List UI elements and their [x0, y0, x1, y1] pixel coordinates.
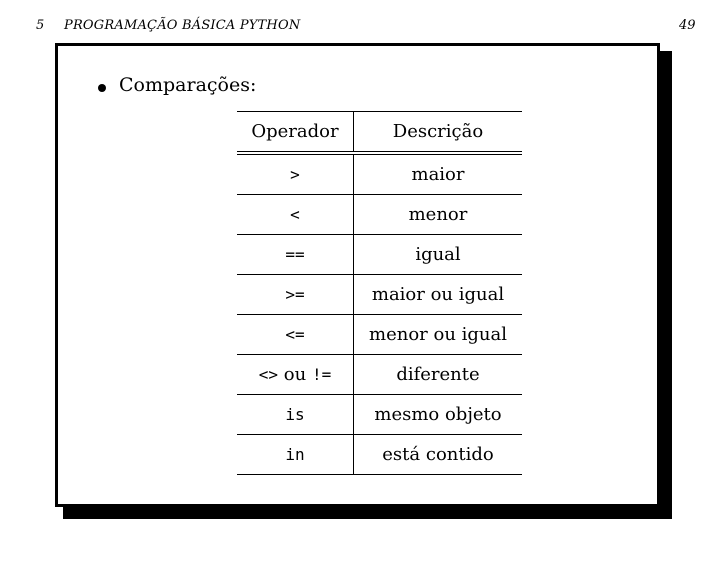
- operator-cell: in: [237, 435, 354, 475]
- description-cell: menor ou igual: [354, 315, 523, 355]
- operator-cell: is: [237, 395, 354, 435]
- description-cell: maior: [354, 153, 523, 195]
- operator-cell: <=: [237, 315, 354, 355]
- operator-cell: [237, 355, 354, 395]
- table-row: [237, 235, 522, 275]
- section-number: 5: [36, 18, 45, 33]
- page-number: 49: [679, 18, 696, 33]
- description-cell: menor: [354, 195, 523, 235]
- description-cell: está contido: [354, 435, 523, 475]
- table-row: [237, 275, 522, 315]
- operator-join: ou: [283, 364, 307, 385]
- column-header-operator: Operador: [237, 112, 354, 154]
- running-header: [0, 18, 728, 38]
- column-header-description: Descrição: [354, 112, 523, 154]
- table-row: [237, 315, 522, 355]
- description-cell: mesmo objeto: [354, 395, 523, 435]
- operator-b: !=: [311, 365, 332, 384]
- table-row: [237, 355, 522, 395]
- table-row: [237, 153, 522, 195]
- operator-cell: >: [237, 153, 354, 195]
- description-cell: diferente: [354, 355, 523, 395]
- table-row: [237, 195, 522, 235]
- table-row: [237, 395, 522, 435]
- operator-a: <>: [258, 365, 279, 384]
- table-header-row: [237, 112, 522, 154]
- bullet-text: Comparações:: [119, 74, 257, 96]
- description-cell: igual: [354, 235, 523, 275]
- comparison-operators-table: [237, 111, 522, 475]
- operator-cell: <: [237, 195, 354, 235]
- section-title: PROGRAMAÇÃO BÁSICA PYTHON: [64, 18, 301, 33]
- table-row: [237, 435, 522, 475]
- description-cell: maior ou igual: [354, 275, 523, 315]
- operator-cell: ==: [237, 235, 354, 275]
- bullet-icon: [98, 84, 106, 92]
- operator-cell: >=: [237, 275, 354, 315]
